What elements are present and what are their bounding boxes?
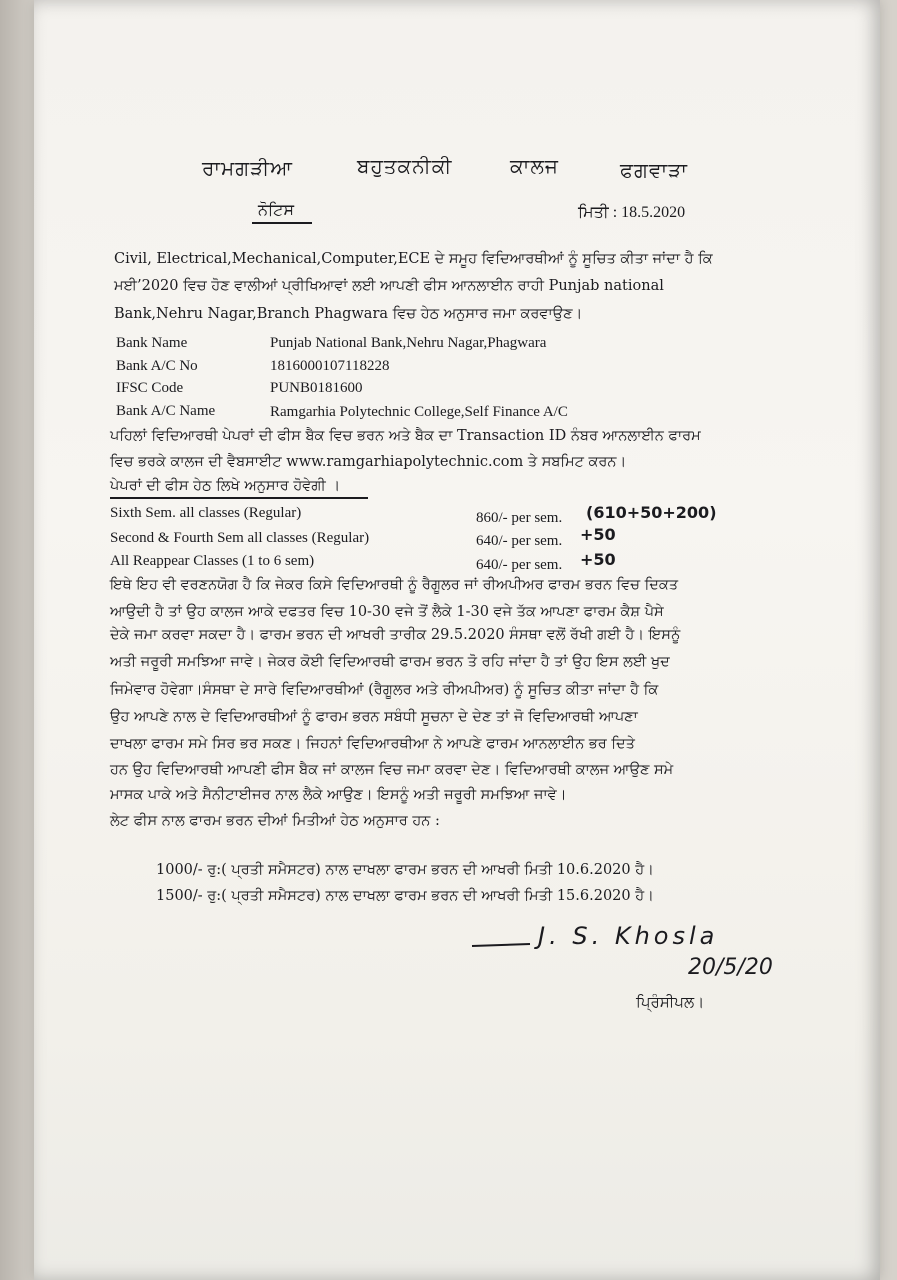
bank-name-label: Bank Name [116,335,188,351]
signature-name: J. S. Khosla [538,922,719,950]
fee-amount-3: 640/- per sem. [476,557,563,573]
fee-class-1: Sixth Sem. all classes (Regular) [110,505,302,521]
fee-amount-1: 860/- per sem. [476,510,563,526]
notice-underline [252,222,312,224]
intro-line-2: ਮਈ’2020 ਵਿਚ ਹੋਣ ਵਾਲੀਆਂ ਪ੍ਰੀਖਿਆਵਾਂ ਲਈ ਆਪਣੀ ਫੀਸ ਆਨਲਾਈਨ ਰਾਹੀ Punjab national [114,278,664,294]
college-word-1: ਰਾਮਗੜੀਆ [202,156,294,180]
college-word-3: ਕਾਲਜ [510,154,559,178]
fee-heading: ਪੇਪਰਾਂ ਦੀ ਫੀਸ ਹੇਠ ਲਿਖੇ ਅਨੁਸਾਰ ਹੋਵੇਗੀ । [110,478,341,494]
body-line-7: ਦਾਖਲਾ ਫਾਰਮ ਸਮੇ ਸਿਰ ਭਰ ਸਕਣ। ਜਿਹਨਾਂ ਵਿਦਿਆਰਥੀਆ ਨੇ ਆਪਣੇ ਫਾਰਮ ਆਨਲਾਈਨ ਭਰ ਦਿਤੇ [110,736,635,752]
fee-hand-1: (610+50+200) [586,503,717,522]
body-line-1: ਇਥੇ ਇਹ ਵੀ ਵਰਣਨਯੋਗ ਹੈ ਕਿ ਜੇਕਰ ਕਿਸੇ ਵਿਦਿਆਰਥੀ ਨੂੰ ਰੈਗੂਲਰ ਜਾਂ ਰੀਅਪੀਅਰ ਫਾਰਮ ਭਰਨ ਵਿਚ ਦਿਕਤ [110,577,679,593]
late-fee-1: 1000/- ਰੁ:( ਪ੍ਰਤੀ ਸਮੈਸਟਰ) ਨਾਲ ਦਾਖਲਾ ਫਾਰਮ ਭਰਨ ਦੀ ਆਖਰੀ ਮਿਤੀ 10.6.2020 ਹੈ। [156,862,654,878]
ifsc-value: PUNB0181600 [270,380,363,396]
intro-line-1: Civil, Electrical,Mechanical,Computer,ECE ਦੇ ਸਮੂਹ ਵਿਦਿਆਰਥੀਆਂ ਨੂੰ ਸੂਚਿਤ ਕੀਤਾ ਜਾਂਦਾ ਹੈ ਕਿ [114,251,713,267]
body-line-4: ਅਤੀ ਜਰੂਰੀ ਸਮਝਿਆ ਜਾਵੇ। ਜੇਕਰ ਕੋਈ ਵਿਦਿਆਰਥੀ ਫਾਰਮ ਭਰਨ ਤੋ ਰਹਿ ਜਾਂਦਾ ਹੈ ਤਾਂ ਉਹ ਇਸ ਲਈ ਖੁਦ [110,654,670,670]
body-line-6: ਉਹ ਆਪਣੇ ਨਾਲ ਦੇ ਵਿਦਿਆਰਥੀਆਂ ਨੂੰ ਫਾਰਮ ਭਰਨ ਸਬੰਧੀ ਸੂਚਨਾ ਦੇ ਦੇਣ ਤਾਂ ਜੋ ਵਿਦਿਆਰਥੀ ਆਪਣਾ [110,709,638,725]
fee-hand-2: +50 [580,525,616,544]
bank-acc-label: Bank A/C No [116,358,198,374]
body-line-10: ਲੇਟ ਫੀਸ ਨਾਲ ਫਾਰਮ ਭਰਨ ਦੀਆਂ ਮਿਤੀਆਂ ਹੇਠ ਅਨੁਸਾਰ ਹਨ : [110,813,440,829]
submit-line-1: ਪਹਿਲਾਂ ਵਿਦਿਆਰਥੀ ਪੇਪਰਾਂ ਦੀ ਫੀਸ ਬੈਕ ਵਿਚ ਭਰਨ ਅਤੇ ਬੈਕ ਦਾ Transaction ID ਨੰਬਰ ਆਨਲਾਈਨ ਫਾਰਮ [110,428,701,444]
body-line-5: ਜਿਮੇਵਾਰ ਹੋਵੇਗਾ।ਸੰਸਥਾ ਦੇ ਸਾਰੇ ਵਿਦਿਆਰਥੀਆਂ (ਰੈਗੂਲਰ ਅਤੇ ਰੀਅਪੀਅਰ) ਨੂੰ ਸੂਚਿਤ ਕੀਤਾ ਜਾਂਦਾ ਹੈ ਕਿ [110,682,659,698]
fee-amount-2: 640/- per sem. [476,533,563,549]
bank-acc-value: 1816000107118228 [270,358,390,374]
submit-line-2: ਵਿਚ ਭਰਕੇ ਕਾਲਜ ਦੀ ਵੈਬਸਾਈਟ www.ramgarhiapolytechnic.com ਤੇ ਸਬਮਿਟ ਕਰਨ। [110,454,627,470]
acc-name-label: Bank A/C Name [116,403,216,419]
city-name: ਫਗਵਾੜਾ [620,158,688,182]
body-line-8: ਹਨ ਉਹ ਵਿਦਿਆਰਥੀ ਆਪਣੀ ਫੀਸ ਬੈਕ ਜਾਂ ਕਾਲਜ ਵਿਚ ਜਮਾ ਕਰਵਾ ਦੇਣ। ਵਿਦਿਆਰਥੀ ਕਾਲਜ ਆਉਣ ਸਮੇ [110,762,674,778]
fee-hand-3: +50 [580,550,616,569]
notice-date: ਮਿਤੀ : 18.5.2020 [578,204,686,221]
fee-class-3: All Reappear Classes (1 to 6 sem) [110,553,315,569]
bank-name-value: Punjab National Bank,Nehru Nagar,Phagwara [270,335,547,351]
notice-title: ਨੋਟਿਸ [258,200,295,219]
signature-date: 20/5/20 [688,955,773,980]
late-fee-2: 1500/- ਰੁ:( ਪ੍ਰਤੀ ਸਮੈਸਟਰ) ਨਾਲ ਦਾਖਲਾ ਫਾਰਮ ਭਰਨ ਦੀ ਆਖਰੀ ਮਿਤੀ 15.6.2020 ਹੈ। [156,888,654,904]
body-line-3: ਦੇਕੇ ਜਮਾ ਕਰਵਾ ਸਕਦਾ ਹੈ। ਫਾਰਮ ਭਰਨ ਦੀ ਆਖਰੀ ਤਾਰੀਕ 29.5.2020 ਸੰਸਥਾ ਵਲੋਂ ਰੱਖੀ ਗਈ ਹੈ। ਇਸਨੂੰ [110,627,681,643]
acc-name-value: Ramgarhia Polytechnic College,Self Finance A/C [270,404,568,420]
principal-title: ਪ੍ਰਿੰਸੀਪਲ। [636,993,705,1011]
intro-line-3: Bank,Nehru Nagar,Branch Phagwara ਵਿਚ ਹੇਠ ਅਨੁਸਾਰ ਜਮਾ ਕਰਵਾਉਣ। [114,306,583,322]
fee-class-2: Second & Fourth Sem all classes (Regular) [110,530,370,546]
body-line-2: ਆਉਦੀ ਹੈ ਤਾਂ ਉਹ ਕਾਲਜ ਆਕੇ ਦਫਤਰ ਵਿਚ 10-30 ਵਜੇ ਤੋਂ ਲੈਕੇ 1-30 ਵਜੇ ਤੱਕ ਆਪਣਾ ਫਾਰਮ ਕੈਸ਼ ਪੈਸੇ [110,604,664,620]
body-line-9: ਮਾਸਕ ਪਾਕੇ ਅਤੇ ਸੈਨੀਟਾਈਜਰ ਨਾਲ ਲੈਕੇ ਆਉਣ। ਇਸਨੂੰ ਅਤੀ ਜਰੂਰੀ ਸਮਝਿਆ ਜਾਵੇ। [110,787,567,803]
college-word-2: ਬਹੁਤਕਨੀਕੀ [357,154,453,178]
ifsc-label: IFSC Code [116,380,184,396]
fee-heading-underline [110,497,368,499]
